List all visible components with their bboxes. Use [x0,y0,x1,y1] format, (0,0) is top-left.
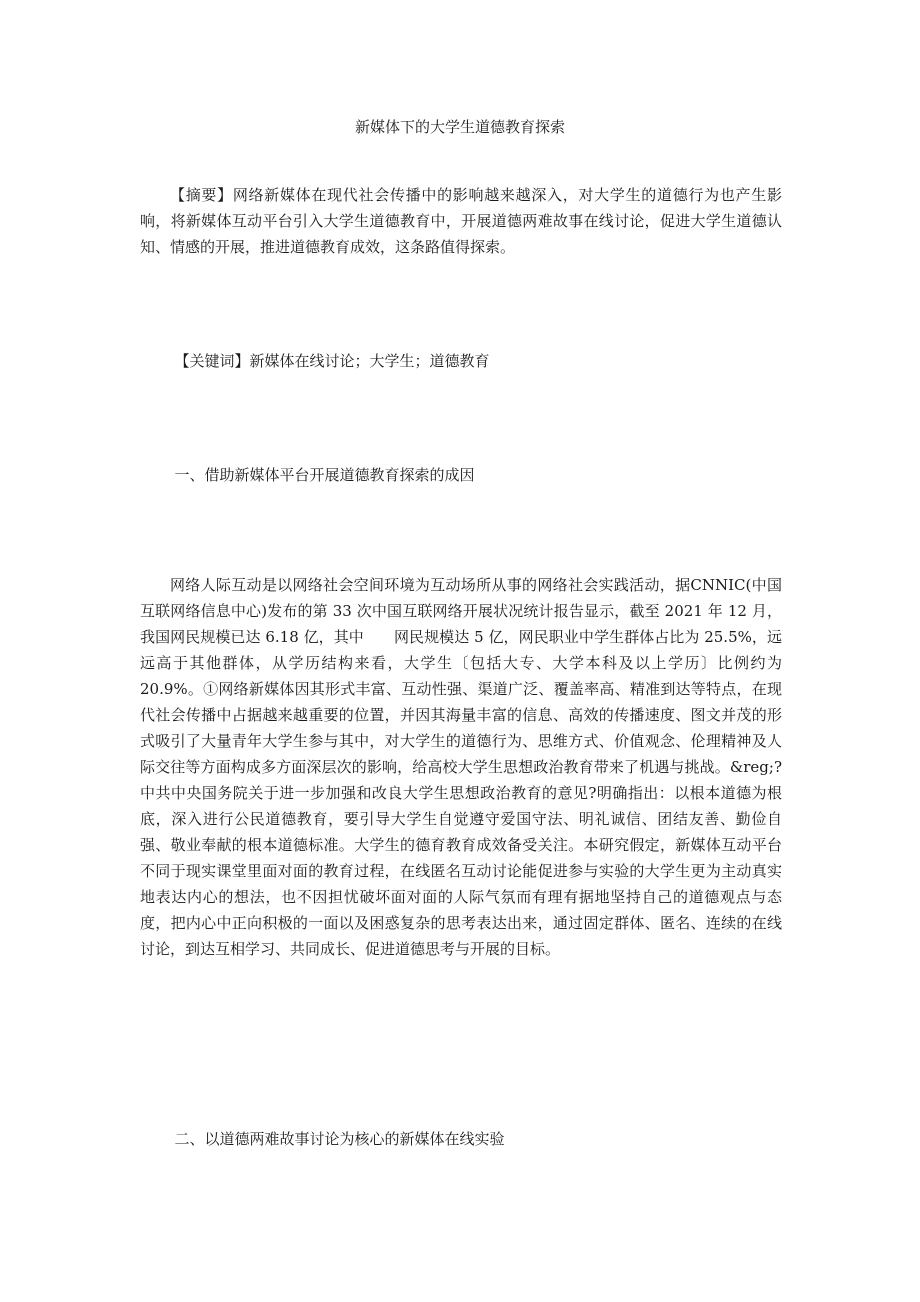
section-1-body: 网络人际互动是以网络社会空间环境为互动场所从事的网络社会实践活动，据CNNIC(中国互联网络信息中心)发布的第 33 次中国互联网络开展状况统计报告显示，截至 2021 年 12 月，我国网民规模已达 6.18 亿，其中 网民规模达 5 亿，网民职业中学生群体占比为 25.5%，远远高于其他群体，从学历结构来看，大学生〔包括大专、大学本科及以上学历〕比例约为 20.9%。①网络新媒体因其形式丰富、互动性强、渠道广泛、覆盖率高、精准到达等特点，在现代社会传播中占据越来越重要的位置，并因其海量丰富的信息、高效的传播速度、图文并茂的形式吸引了大量青年大学生参与其中，对大学生的道德行为、思维方式、价值观念、伦理精神及人际交往等方面构成多方面深层次的影响，给高校大学生思想政治教育带来了机遇与挑战。&reg;?中共中央国务院关于进一步加强和改良大学生思想政治教育的意见?明确指出：以根本道德为根底，深入进行公民道德教育，要引导大学生自觉遵守爱国守法、明礼诚信、团结友善、勤俭自强、敬业奉献的根本道德标准。大学生的德育教育成效备受关注。本研究假定，新媒体互动平台不同于现实课堂里面对面的教育过程，在线匿名互动讨论能促进参与实验的大学生更为主动真实地表达内心的想法，也不因担忧破坏面对面的人际气氛而有理有据地坚持自己的道德观点与态度，把内心中正向积极的一面以及困惑复杂的思考表达出来，通过固定群体、匿名、连续的在线讨论，到达互相学习、共同成长、促进道德思考与开展的目标。 [140,576,782,958]
keywords-text: 新媒体在线讨论；大学生；道德教育 [249,352,490,370]
abstract-label: 【摘要】 [170,186,233,204]
keywords-label: 【关键词】 [174,352,250,370]
abstract-paragraph [140,182,782,260]
abstract-text: 网络新媒体在现代社会传播中的影响越来越深入，对大学生的道德行为也产生影响，将新媒体互动平台引入大学生道德教育中，开展道德两难故事在线讨论，促进大学生道德认知、情感的开展，推进道德教育成效，这条路值得探索。 [140,186,782,256]
section-1-heading: 一、借助新媒体平台开展道德教育探索的成因 [174,466,475,484]
keywords-paragraph [140,348,782,374]
document-title: 新媒体下的大学生道德教育探索 [354,118,565,136]
section-2-heading: 二、以道德两难故事讨论为核心的新媒体在线实验 [174,1130,505,1148]
